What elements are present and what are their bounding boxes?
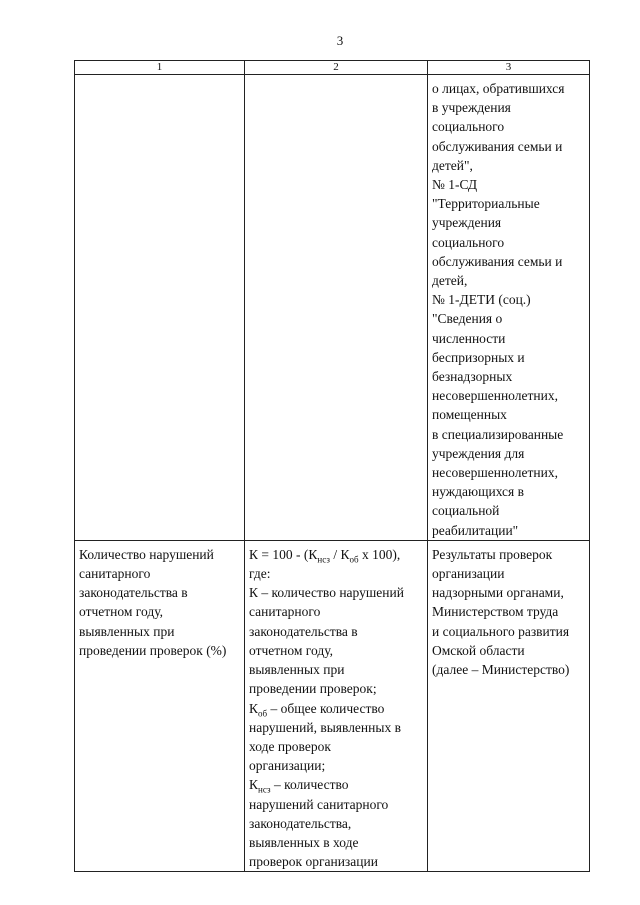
source-text xyxy=(432,79,586,540)
text-line: в учреждения xyxy=(432,100,511,116)
formula-definition-knsz: $К_{нсз}$ – количество xyxy=(249,777,349,795)
text-line: "Сведения о xyxy=(432,311,503,327)
text-line: несовершеннолетних, xyxy=(432,465,558,481)
table-header-row xyxy=(75,61,590,75)
document-table xyxy=(74,60,590,872)
text-line: надзорными органами, xyxy=(432,585,564,601)
formula-definition-kob-text xyxy=(249,718,424,776)
text-line: обслуживания семьи и xyxy=(432,138,563,154)
indicator-text xyxy=(79,545,241,660)
text-line: социальной xyxy=(432,503,500,519)
formula-definition-kob: $К_{об}$ – общее количество xyxy=(249,700,385,719)
text-line: отчетном году, xyxy=(249,642,333,658)
text-line: выявленных в ходе xyxy=(249,834,359,850)
text-line: Омской области xyxy=(432,642,525,658)
text-line: Результаты проверок xyxy=(432,546,553,562)
text-line: несовершеннолетних, xyxy=(432,388,558,404)
text-line: организации xyxy=(432,566,505,582)
formula-cell xyxy=(245,540,428,871)
text-line: организации; xyxy=(249,758,326,774)
text-line: выявленных при xyxy=(249,662,345,678)
text-line: численности xyxy=(432,330,506,346)
text-line: социального xyxy=(432,119,505,135)
text-line: безнадзорных xyxy=(432,369,513,385)
text-line: Количество нарушений xyxy=(79,546,214,562)
text-line: Министерством труда xyxy=(432,604,559,620)
formula-definition-k xyxy=(249,564,424,698)
text-line: где: xyxy=(249,566,271,582)
text-line: нарушений, выявленных в xyxy=(249,719,401,735)
text-line: обслуживания семьи и xyxy=(432,253,563,269)
text-line: реабилитации" xyxy=(432,522,519,538)
indicator-cell xyxy=(75,540,245,871)
table-row-violations xyxy=(75,540,590,871)
source-cell xyxy=(428,540,590,871)
page-number: 3 xyxy=(336,33,344,48)
column-header-1: 1 xyxy=(75,61,245,75)
text-line: (далее – Министерство) xyxy=(432,662,570,678)
text-line: законодательства, xyxy=(249,815,352,831)
text-line: санитарного xyxy=(79,566,151,582)
text-line: отчетном году, xyxy=(79,604,163,620)
source-cell xyxy=(428,75,590,541)
text-line: санитарного xyxy=(249,604,321,620)
column-header-2: 2 xyxy=(245,61,428,75)
text-line: "Территориальные xyxy=(432,196,540,212)
text-line: К – количество нарушений xyxy=(249,585,404,601)
text-line: беспризорных и xyxy=(432,349,525,365)
text-line: проверок организации xyxy=(249,854,378,870)
indicator-cell xyxy=(75,75,245,541)
text-line: № 1-СД xyxy=(432,177,478,193)
text-line: выявленных при xyxy=(79,623,175,639)
text-line: законодательства в xyxy=(249,623,358,639)
text-line: проведении проверок (%) xyxy=(79,642,227,658)
text-line: в специализированные xyxy=(432,426,564,442)
text-line: детей, xyxy=(432,273,468,289)
text-line: помещенных xyxy=(432,407,507,423)
text-line: нарушений санитарного xyxy=(249,796,389,812)
text-line: и социального развития xyxy=(432,623,570,639)
text-line: учреждения для xyxy=(432,445,525,461)
text-line: законодательства в xyxy=(79,585,188,601)
text-line: проведении проверок; xyxy=(249,681,377,697)
text-line: учреждения xyxy=(432,215,502,231)
text-line: детей", xyxy=(432,157,473,173)
text-line: ходе проверок xyxy=(249,738,331,754)
text-line: о лицах, обратившихся xyxy=(432,81,565,96)
formula-definition-knsz-text xyxy=(249,795,424,872)
source-text xyxy=(432,545,586,679)
table-row-continuation xyxy=(75,75,590,541)
formula-cell xyxy=(245,75,428,541)
text-line: нуждающихся в xyxy=(432,484,525,500)
text-line: № 1-ДЕТИ (соц.) xyxy=(432,292,531,308)
text-line: социального xyxy=(432,234,505,250)
formula-line: $К = 100 - (К_{нсз} / К_{об}$ х 100), xyxy=(249,546,401,565)
column-header-3: 3 xyxy=(428,61,590,75)
